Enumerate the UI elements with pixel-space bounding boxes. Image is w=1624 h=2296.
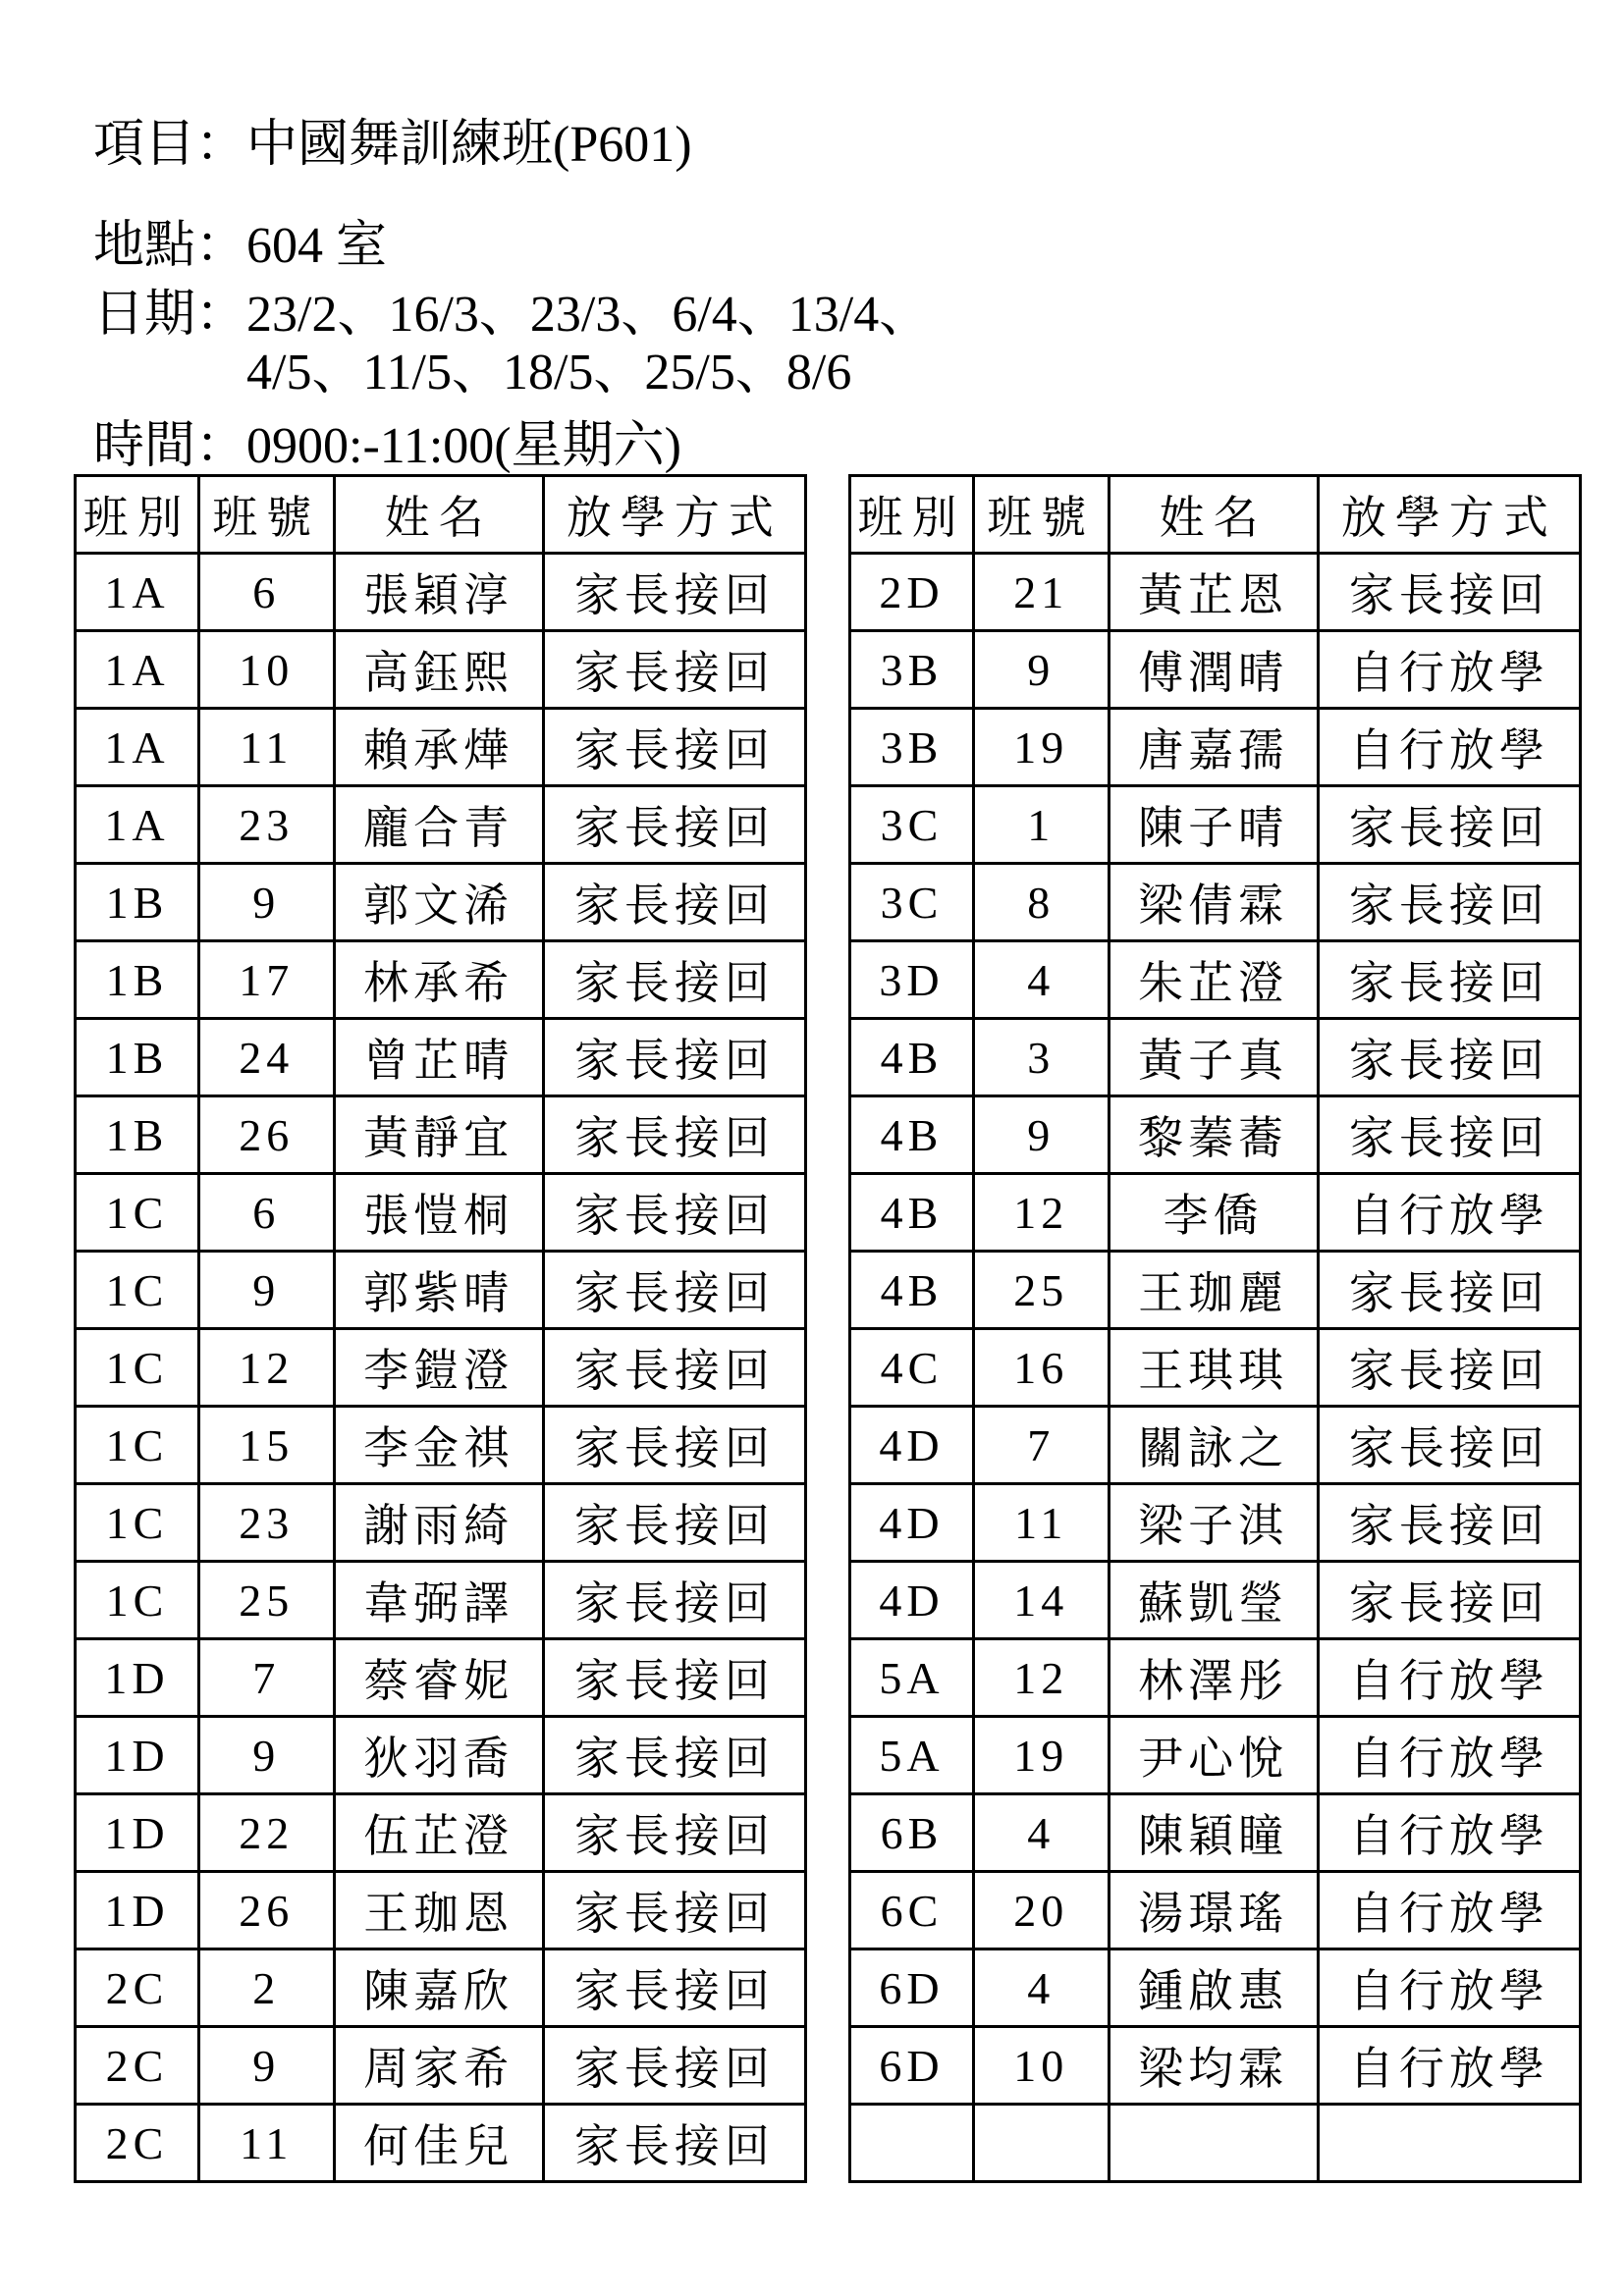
table-cell: 4D xyxy=(850,1484,974,1562)
table-cell: 26 xyxy=(198,1872,334,1949)
table-cell: 家長接回 xyxy=(543,1407,805,1484)
table-cell: 4C xyxy=(850,1329,974,1407)
table-cell: 家長接回 xyxy=(1318,1484,1580,1562)
table-cell: 家長接回 xyxy=(1318,1252,1580,1329)
table-row xyxy=(76,2027,806,2105)
table-cell: 家長接回 xyxy=(543,1562,805,1639)
table-cell: 25 xyxy=(198,1562,334,1639)
table-cell: 林澤彤 xyxy=(1109,1639,1318,1717)
table-cell: 狄羽喬 xyxy=(334,1717,543,1794)
table-cell: 20 xyxy=(973,1872,1109,1949)
table-row xyxy=(76,941,806,1019)
table-row xyxy=(850,1174,1581,1252)
table-cell: 9 xyxy=(973,631,1109,709)
table-cell: 高鈺熙 xyxy=(334,631,543,709)
table-row xyxy=(76,709,806,786)
table-row xyxy=(76,1562,806,1639)
table-cell: 黃芷恩 xyxy=(1109,554,1318,631)
table-cell: 家長接回 xyxy=(543,1949,805,2027)
table-row xyxy=(850,1949,1581,2027)
table-cell: 自行放學 xyxy=(1318,1794,1580,1872)
table-cell xyxy=(850,2105,974,2182)
table-cell: 4 xyxy=(973,1949,1109,2027)
table-cell: 家長接回 xyxy=(543,1019,805,1096)
table-cell: 1B xyxy=(76,864,199,941)
table-cell: 湯璟瑤 xyxy=(1109,1872,1318,1949)
table-row xyxy=(850,2027,1581,2105)
roster-table-right xyxy=(848,474,1582,2183)
table-cell xyxy=(1318,2105,1580,2182)
table-cell: 家長接回 xyxy=(1318,1096,1580,1174)
table-cell: 21 xyxy=(973,554,1109,631)
table-cell: 家長接回 xyxy=(543,1252,805,1329)
table-cell: 6 xyxy=(198,1174,334,1252)
table-row xyxy=(76,1872,806,1949)
table-cell: 4B xyxy=(850,1096,974,1174)
table-cell: 家長接回 xyxy=(543,1717,805,1794)
table-cell: 郭文浠 xyxy=(334,864,543,941)
table-cell: 19 xyxy=(973,1717,1109,1794)
table-cell: 6 xyxy=(198,554,334,631)
table-cell: 1C xyxy=(76,1329,199,1407)
table-row xyxy=(850,1329,1581,1407)
table-cell: 何佳兒 xyxy=(334,2105,543,2182)
table-cell: 12 xyxy=(973,1639,1109,1717)
table-row xyxy=(76,1407,806,1484)
table-row xyxy=(76,1252,806,1329)
table-row xyxy=(76,1639,806,1717)
column-header: 班號 xyxy=(973,476,1109,554)
table-cell: 家長接回 xyxy=(1318,1329,1580,1407)
table-row xyxy=(850,631,1581,709)
table-cell: 自行放學 xyxy=(1318,1174,1580,1252)
table-cell: 1C xyxy=(76,1174,199,1252)
table-cell: 1A xyxy=(76,709,199,786)
table-cell: 李金祺 xyxy=(334,1407,543,1484)
table-cell: 1A xyxy=(76,631,199,709)
column-header: 班號 xyxy=(198,476,334,554)
table-cell: 朱芷澄 xyxy=(1109,941,1318,1019)
table-cell: 26 xyxy=(198,1096,334,1174)
table-cell: 自行放學 xyxy=(1318,1717,1580,1794)
table-cell: 鍾啟惠 xyxy=(1109,1949,1318,2027)
document-header xyxy=(0,0,1624,475)
column-header: 班別 xyxy=(76,476,199,554)
table-cell: 1C xyxy=(76,1252,199,1329)
table-row xyxy=(850,709,1581,786)
table-cell: 王珈恩 xyxy=(334,1872,543,1949)
table-row xyxy=(76,2105,806,2182)
table-cell: 23 xyxy=(198,1484,334,1562)
table-cell: 家長接回 xyxy=(543,1872,805,1949)
header-row xyxy=(850,476,1581,554)
date-value-line1: 23/2、16/3、23/3、6/4、13/4、 xyxy=(246,286,931,343)
date-label: 日期： xyxy=(93,286,247,343)
table-cell: 4D xyxy=(850,1562,974,1639)
table-cell xyxy=(973,2105,1109,2182)
table-cell: 25 xyxy=(973,1252,1109,1329)
table-cell: 12 xyxy=(973,1174,1109,1252)
table-cell: 22 xyxy=(198,1794,334,1872)
table-cell: 3 xyxy=(973,1019,1109,1096)
table-cell: 4 xyxy=(973,941,1109,1019)
table-cell: 4B xyxy=(850,1019,974,1096)
table-cell: 11 xyxy=(198,709,334,786)
table-row xyxy=(76,631,806,709)
table-cell: 6D xyxy=(850,2027,974,2105)
table-cell: 家長接回 xyxy=(543,1639,805,1717)
table-cell: 2 xyxy=(198,1949,334,2027)
table-row xyxy=(850,1639,1581,1717)
table-cell: 1D xyxy=(76,1794,199,1872)
table-row xyxy=(850,1407,1581,1484)
table-cell: 3D xyxy=(850,941,974,1019)
table-cell: 1A xyxy=(76,786,199,864)
table-cell: 8 xyxy=(973,864,1109,941)
table-cell: 家長接回 xyxy=(1318,1019,1580,1096)
table-cell: 11 xyxy=(973,1484,1109,1562)
table-row xyxy=(76,1949,806,2027)
table-cell: 賴承燁 xyxy=(334,709,543,786)
table-cell: 家長接回 xyxy=(543,941,805,1019)
table-cell: 2C xyxy=(76,2105,199,2182)
table-cell: 家長接回 xyxy=(1318,1407,1580,1484)
table-cell: 傅潤晴 xyxy=(1109,631,1318,709)
table-cell: 15 xyxy=(198,1407,334,1484)
table-cell: 1 xyxy=(973,786,1109,864)
table-cell: 9 xyxy=(973,1096,1109,1174)
table-cell: 3B xyxy=(850,631,974,709)
table-cell: 23 xyxy=(198,786,334,864)
table-row xyxy=(850,1794,1581,1872)
table-cell: 家長接回 xyxy=(543,631,805,709)
table-row xyxy=(850,1252,1581,1329)
table-cell: 9 xyxy=(198,2027,334,2105)
table-cell: 5A xyxy=(850,1717,974,1794)
header-row xyxy=(76,476,806,554)
table-cell: 家長接回 xyxy=(543,786,805,864)
table-cell: 家長接回 xyxy=(543,1329,805,1407)
table-cell: 家長接回 xyxy=(1318,554,1580,631)
date-line xyxy=(93,286,1624,402)
table-cell: 王琪琪 xyxy=(1109,1329,1318,1407)
table-row xyxy=(850,864,1581,941)
table-cell: 陳子晴 xyxy=(1109,786,1318,864)
table-cell: 2C xyxy=(76,2027,199,2105)
table-cell: 5A xyxy=(850,1639,974,1717)
table-row xyxy=(850,1484,1581,1562)
column-header: 放學方式 xyxy=(543,476,805,554)
table-cell: 1D xyxy=(76,1872,199,1949)
table-cell: 14 xyxy=(973,1562,1109,1639)
table-cell: 家長接回 xyxy=(543,1794,805,1872)
table-cell: 2D xyxy=(850,554,974,631)
table-row xyxy=(850,1019,1581,1096)
table-cell: 梁均霖 xyxy=(1109,2027,1318,2105)
item-label: 項目： xyxy=(93,117,247,173)
table-cell: 10 xyxy=(973,2027,1109,2105)
table-row xyxy=(76,864,806,941)
table-cell: 自行放學 xyxy=(1318,1639,1580,1717)
table-row xyxy=(76,786,806,864)
table-cell: 陳嘉欣 xyxy=(334,1949,543,2027)
table-cell: 謝雨綺 xyxy=(334,1484,543,1562)
table-cell: 郭紫晴 xyxy=(334,1252,543,1329)
table-row xyxy=(76,1329,806,1407)
table-cell: 陳穎瞳 xyxy=(1109,1794,1318,1872)
table-cell: 梁倩霖 xyxy=(1109,864,1318,941)
table-cell: 7 xyxy=(973,1407,1109,1484)
table-cell: 張穎淳 xyxy=(334,554,543,631)
table-cell: 家長接回 xyxy=(1318,864,1580,941)
table-cell: 家長接回 xyxy=(1318,1562,1580,1639)
table-cell: 19 xyxy=(973,709,1109,786)
roster-tables xyxy=(74,474,1582,2183)
table-row xyxy=(76,1717,806,1794)
table-cell: 自行放學 xyxy=(1318,631,1580,709)
table-cell: 家長接回 xyxy=(543,1096,805,1174)
table-cell: 1B xyxy=(76,1019,199,1096)
table-cell: 6C xyxy=(850,1872,974,1949)
table-cell: 1A xyxy=(76,554,199,631)
table-cell: 6D xyxy=(850,1949,974,2027)
table-cell: 家長接回 xyxy=(543,864,805,941)
table-cell: 蔡睿妮 xyxy=(334,1639,543,1717)
table-cell: 6B xyxy=(850,1794,974,1872)
table-cell: 11 xyxy=(198,2105,334,2182)
table-cell: 自行放學 xyxy=(1318,1949,1580,2027)
table-cell: 黎蓁蕎 xyxy=(1109,1096,1318,1174)
time-label: 時間： xyxy=(93,418,247,475)
table-row xyxy=(850,1872,1581,1949)
column-header: 姓名 xyxy=(1109,476,1318,554)
table-cell: 李鎧澄 xyxy=(334,1329,543,1407)
table-cell: 自行放學 xyxy=(1318,709,1580,786)
table-cell: 韋弼譯 xyxy=(334,1562,543,1639)
table-cell: 1D xyxy=(76,1639,199,1717)
table-cell: 尹心悅 xyxy=(1109,1717,1318,1794)
table-cell: 林承希 xyxy=(334,941,543,1019)
table-cell: 家長接回 xyxy=(543,1174,805,1252)
table-cell: 1C xyxy=(76,1407,199,1484)
table-cell: 3B xyxy=(850,709,974,786)
table-cell: 1B xyxy=(76,1096,199,1174)
table-cell: 12 xyxy=(198,1329,334,1407)
table-cell: 9 xyxy=(198,1252,334,1329)
table-cell: 9 xyxy=(198,864,334,941)
table-cell: 李僑 xyxy=(1109,1174,1318,1252)
column-header: 姓名 xyxy=(334,476,543,554)
table-row xyxy=(850,2105,1581,2182)
table-cell: 家長接回 xyxy=(1318,786,1580,864)
table-cell: 4B xyxy=(850,1252,974,1329)
table-cell: 24 xyxy=(198,1019,334,1096)
table-row xyxy=(850,786,1581,864)
table-row xyxy=(76,1484,806,1562)
table-row xyxy=(76,1174,806,1252)
table-cell: 曾芷晴 xyxy=(334,1019,543,1096)
table-cell: 10 xyxy=(198,631,334,709)
table-cell: 張愷桐 xyxy=(334,1174,543,1252)
table-cell: 4D xyxy=(850,1407,974,1484)
table-cell: 3C xyxy=(850,864,974,941)
table-row xyxy=(850,941,1581,1019)
date-value-line2: 4/5、11/5、18/5、25/5、8/6 xyxy=(246,344,852,400)
table-cell: 4 xyxy=(973,1794,1109,1872)
column-header: 放學方式 xyxy=(1318,476,1580,554)
table-cell: 王珈麗 xyxy=(1109,1252,1318,1329)
table-cell: 家長接回 xyxy=(543,1484,805,1562)
table-cell: 龐合青 xyxy=(334,786,543,864)
table-cell: 梁子淇 xyxy=(1109,1484,1318,1562)
item-value: 中國舞訓練班(P601) xyxy=(246,117,692,173)
table-cell: 伍芷澄 xyxy=(334,1794,543,1872)
table-cell: 7 xyxy=(198,1639,334,1717)
item-line xyxy=(93,116,1624,174)
table-row xyxy=(850,554,1581,631)
table-cell: 家長接回 xyxy=(543,2027,805,2105)
table-row xyxy=(76,554,806,631)
table-cell: 家長接回 xyxy=(543,2105,805,2182)
date-values xyxy=(246,286,930,402)
table-cell: 1C xyxy=(76,1484,199,1562)
table-cell xyxy=(1109,2105,1318,2182)
table-cell: 17 xyxy=(198,941,334,1019)
table-cell: 3C xyxy=(850,786,974,864)
table-cell: 家長接回 xyxy=(1318,941,1580,1019)
table-cell: 關詠之 xyxy=(1109,1407,1318,1484)
location-label: 地點： xyxy=(93,218,247,275)
table-cell: 蘇凱瑩 xyxy=(1109,1562,1318,1639)
table-row xyxy=(850,1717,1581,1794)
table-cell: 1D xyxy=(76,1717,199,1794)
table-cell: 黃子真 xyxy=(1109,1019,1318,1096)
location-value: 604 室 xyxy=(246,218,388,275)
table-cell: 1C xyxy=(76,1562,199,1639)
table-cell: 自行放學 xyxy=(1318,1872,1580,1949)
table-cell: 家長接回 xyxy=(543,709,805,786)
table-cell: 唐嘉孺 xyxy=(1109,709,1318,786)
table-cell: 2C xyxy=(76,1949,199,2027)
table-row xyxy=(76,1019,806,1096)
table-row xyxy=(76,1096,806,1174)
table-cell: 9 xyxy=(198,1717,334,1794)
table-row xyxy=(850,1096,1581,1174)
table-row xyxy=(850,1562,1581,1639)
table-cell: 16 xyxy=(973,1329,1109,1407)
roster-table-left xyxy=(74,474,807,2183)
table-row xyxy=(76,1794,806,1872)
table-cell: 黃靜宜 xyxy=(334,1096,543,1174)
table-cell: 周家希 xyxy=(334,2027,543,2105)
location-line xyxy=(93,217,1624,275)
column-header: 班別 xyxy=(850,476,974,554)
time-line xyxy=(93,417,1624,475)
table-cell: 自行放學 xyxy=(1318,2027,1580,2105)
table-cell: 1B xyxy=(76,941,199,1019)
table-cell: 家長接回 xyxy=(543,554,805,631)
time-value: 0900:-11:00(星期六) xyxy=(246,418,681,475)
table-cell: 4B xyxy=(850,1174,974,1252)
